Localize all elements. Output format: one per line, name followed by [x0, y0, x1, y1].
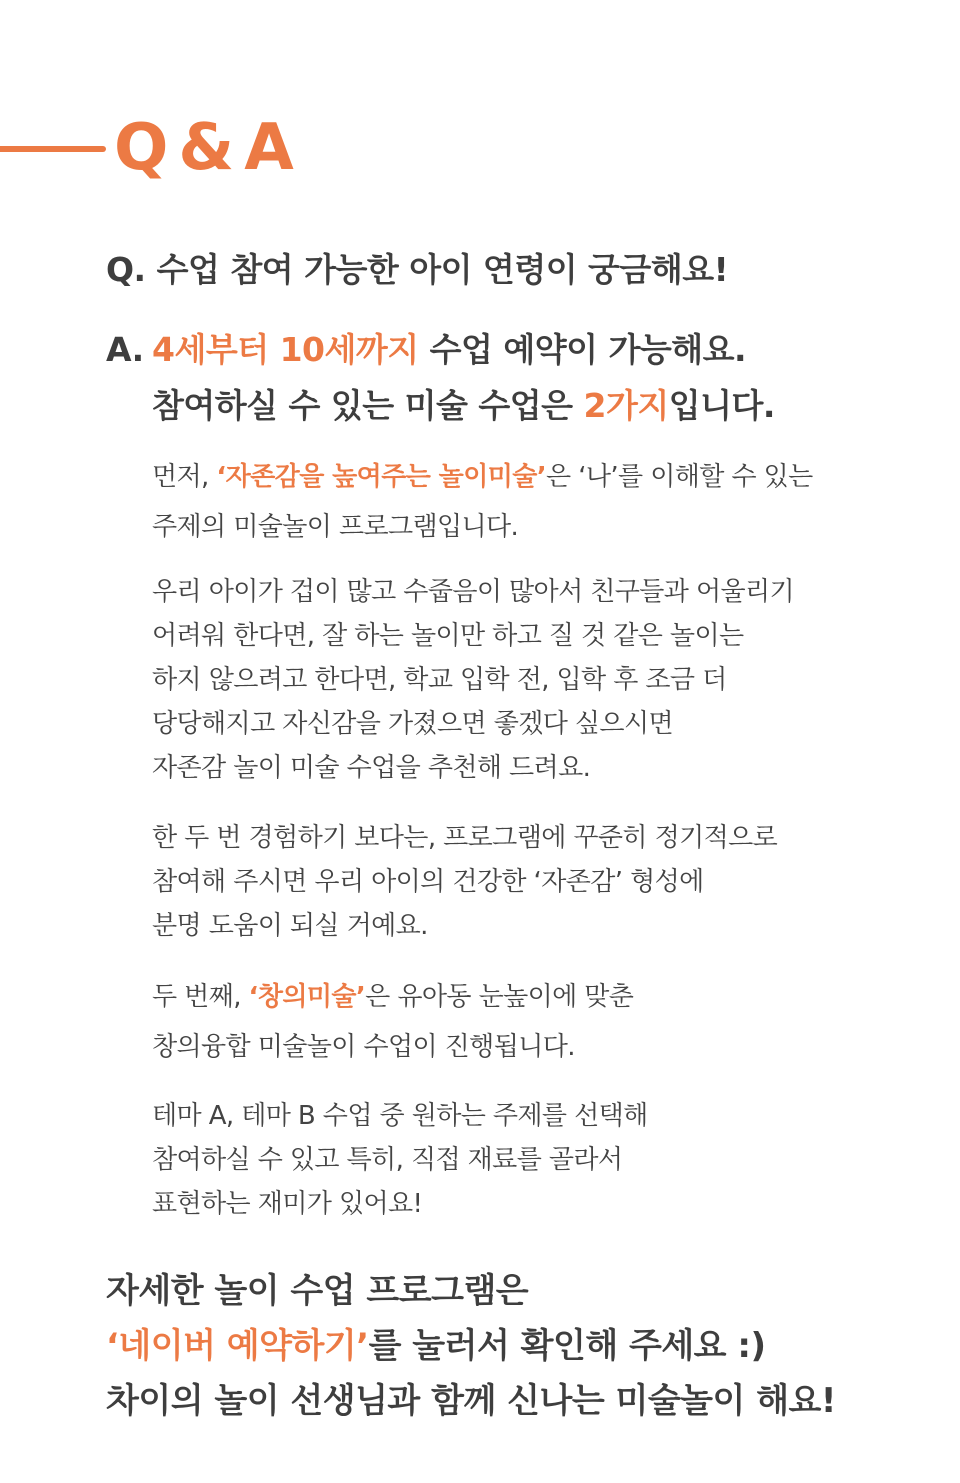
para1-start: 먼저, [152, 462, 217, 492]
header-divider-line [0, 146, 106, 152]
para4-rest: 은 유아동 눈높이에 맞춘 [365, 982, 634, 1012]
creative-art-highlight: ‘창의미술’ [248, 982, 366, 1012]
para4-start: 두 번째, [152, 982, 249, 1012]
qa-header [0, 112, 400, 184]
para4-line-2: 창의융합 미술놀이 수업이 진행됩니다. [152, 1032, 575, 1062]
para1-line-1 [152, 452, 872, 502]
para3-line: 한 두 번 경험하기 보다는, 프로그램에 꾸준히 정기적으로 [152, 823, 778, 853]
footer-line-3: 차이의 놀이 선생님과 함께 신나는 미술놀이 해요! [106, 1381, 836, 1421]
para2-line: 하지 않으려고 한다면, 학교 입학 전, 입학 후 조금 더 [152, 665, 727, 695]
answer-line-1 [106, 322, 866, 378]
class-count-highlight: 2가지 [583, 386, 669, 425]
para1-rest: 은 ‘나’를 이해할 수 있는 [546, 462, 813, 492]
para3-line: 참여해 주시면 우리 아이의 건강한 ‘자존감’ 형성에 [152, 867, 704, 897]
para5-line: 표현하는 재미가 있어요! [152, 1189, 423, 1219]
naver-booking-highlight: ‘네이버 예약하기’ [106, 1326, 369, 1366]
answer-prefix: A. [106, 330, 144, 369]
para5-line: 테마 A, 테마 B 수업 중 원하는 주제를 선택해 [152, 1101, 648, 1131]
answer-line-1-rest: 수업 예약이 가능해요. [418, 330, 747, 369]
age-range-highlight: 4세부터 10세까지 [152, 330, 419, 369]
answer-line-2 [106, 378, 866, 434]
para3-line: 분명 도움이 되실 거예요. [152, 911, 428, 941]
para2-line: 당당해지고 자신감을 가졌으면 좋겠다 싶으시면 [152, 709, 673, 739]
para2-line: 어려워 한다면, 잘 하는 놀이만 하고 질 것 같은 놀이는 [152, 621, 744, 651]
footer-line-2-rest: 를 눌러서 확인해 주세요 :) [368, 1326, 766, 1366]
footer-line-1: 자세한 놀이 수업 프로그램은 [106, 1271, 529, 1311]
answer-line-2-start: 참여하실 수 있는 미술 수업은 [152, 386, 584, 425]
para2-line: 자존감 놀이 미술 수업을 추천해 드려요. [152, 753, 591, 783]
question-text: Q. 수업 참여 가능한 아이 연령이 궁금해요! [106, 250, 729, 289]
paragraph-theme-selection [152, 1094, 872, 1226]
para1-line-2: 주제의 미술놀이 프로그램입니다. [152, 512, 519, 542]
paragraph-recommendation [152, 570, 872, 790]
footer-line-2 [106, 1319, 836, 1374]
para2-line: 우리 아이가 겁이 많고 수줍음이 많아서 친구들과 어울리기 [152, 577, 795, 607]
qa-logo: Q&A [114, 111, 304, 185]
footer-cta [106, 1264, 836, 1429]
paragraph-self-esteem-intro [152, 452, 872, 552]
para4-line-1 [152, 972, 872, 1022]
answer-block [106, 322, 866, 434]
answer-line-2-end: 입니다. [668, 386, 775, 425]
para5-line: 참여하실 수 있고 특히, 직접 재료를 골라서 [152, 1145, 623, 1175]
paragraph-regular-participation [152, 816, 872, 948]
paragraph-creative-art-intro [152, 972, 872, 1072]
self-esteem-art-highlight: ‘자존감을 높여주는 놀이미술’ [216, 462, 547, 492]
